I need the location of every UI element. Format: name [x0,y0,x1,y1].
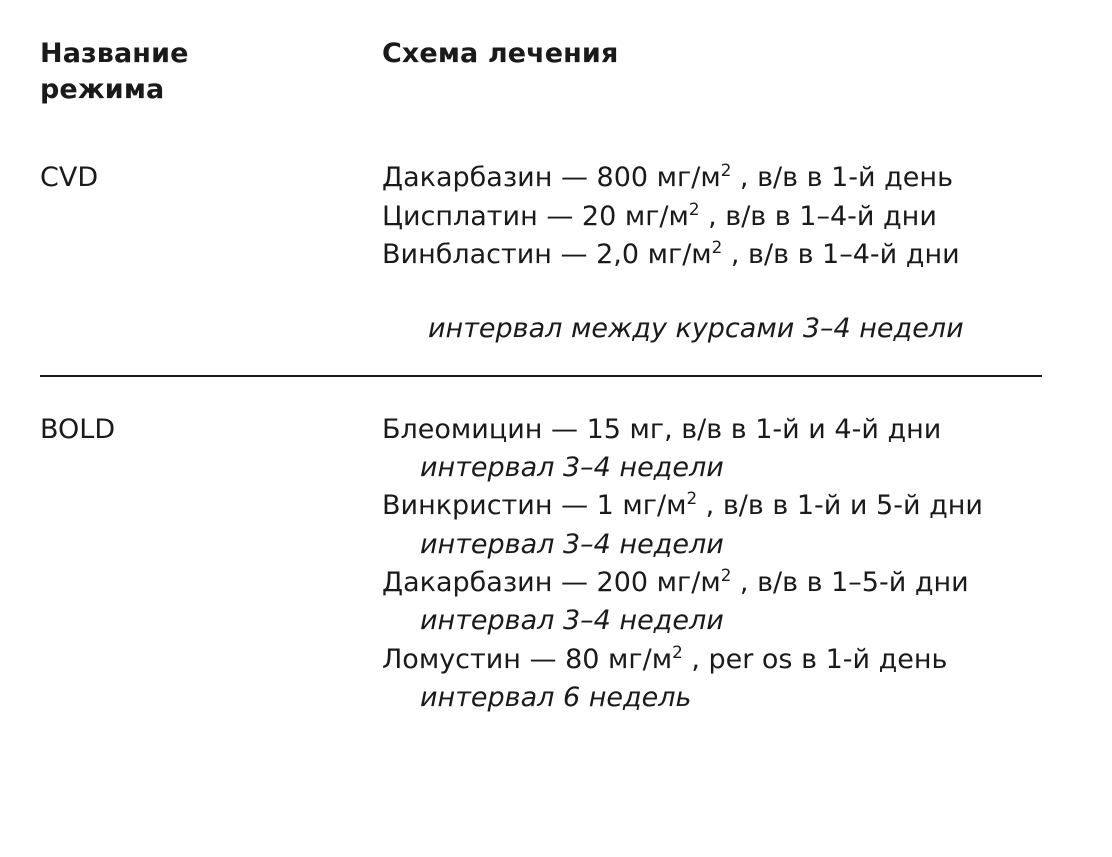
regimen-name-cell [40,159,382,375]
drug-line-tail: , per os в 1-й день [682,643,948,675]
column-header-regimen-name-line2: режима [40,73,165,105]
drug-line-superscript: 2 [711,236,723,257]
drug-line-text: Цисплатин — 20 мг/м [382,200,689,232]
interval-note: интервал 6 недель [420,681,692,713]
drug-line-text: Блеомицин — 15 мг, в/в в 1-й и 4-й дни [382,413,942,445]
drug-line [382,641,1042,679]
regimen-name: BOLD [40,413,116,445]
drug-line-text: Винбластин — 2,0 мг/м [382,238,712,270]
drug-line [382,411,1042,449]
drug-line-text: Ломустин — 80 мг/м [382,643,673,675]
drug-line-text: Дакарбазин — 200 мг/м [382,566,721,598]
column-header-regimen-name [40,36,382,159]
regimen-scheme-cell [382,411,1042,744]
column-header-treatment-scheme: Схема лечения [382,38,619,69]
drug-line [382,159,1042,197]
drug-line [382,198,1042,236]
drug-line-superscript: 2 [686,488,698,509]
drug-line [382,564,1042,602]
drug-line-superscript: 2 [720,160,732,181]
regimen-name-cell [40,411,382,744]
column-header-regimen-name-line1: Название [40,38,189,69]
drug-line-tail: , в/в в 1-й и 5-й дни [697,490,983,522]
interval-note: интервал 3–4 недели [420,528,724,560]
interval-note: интервал 3–4 недели [420,605,724,637]
spacer-cell-left [40,376,382,411]
table-row-spacer [40,376,1042,411]
drug-line-text: Винкристин — 1 мг/м [382,490,687,522]
drug-line-tail: , в/в в 1-й день [731,162,953,194]
drug-line-tail: , в/в в 1–5-й дни [731,566,969,598]
drug-line [382,236,1042,274]
table-header [40,36,1042,159]
drug-line-text: Дакарбазин — 800 мг/м [382,162,721,194]
table-header-row [40,36,1042,159]
table-body [40,159,1042,743]
drug-line-superscript: 2 [720,564,732,585]
regimen-scheme-cell [382,159,1042,375]
interval-note: интервал между курсами 3–4 недели [428,313,964,345]
chemotherapy-regimens-table [40,36,1042,743]
spacer-cell-right [382,376,1042,411]
table-row [40,159,1042,375]
drug-line-superscript: 2 [688,198,700,219]
interval-note: интервал 3–4 недели [420,451,724,483]
drug-line-tail: , в/в в 1–4-й дни [699,200,937,232]
regimen-name: CVD [40,162,99,194]
drug-line-tail: , в/в в 1–4-й дни [722,238,960,270]
drug-line [382,487,1042,525]
drug-line-superscript: 2 [672,641,683,662]
table-row [40,411,1042,744]
